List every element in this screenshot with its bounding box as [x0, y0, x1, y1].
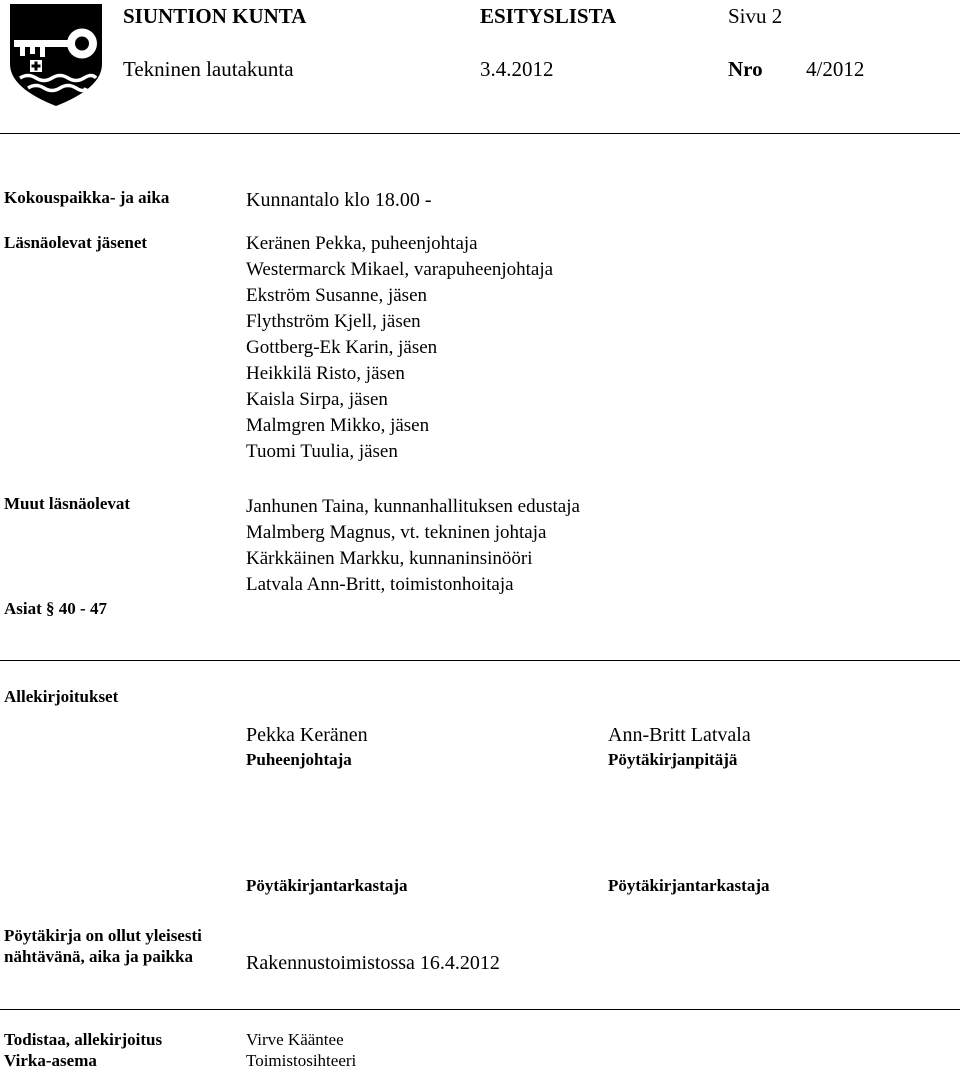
public-display-label-line1: Pöytäkirja on ollut yleisesti	[4, 926, 202, 945]
list-item: Kaisla Sirpa, jäsen	[246, 389, 388, 410]
chair-name: Pekka Keränen	[246, 724, 368, 746]
list-item: Kärkkäinen Markku, kunnaninsinööri	[246, 548, 533, 569]
public-display-value: Rakennustoimistossa 16.4.2012	[246, 952, 500, 974]
certification-label	[4, 1029, 162, 1071]
place-value: Kunnantalo klo 18.00 -	[246, 189, 432, 211]
section-divider	[0, 660, 960, 661]
list-item: Malmgren Mikko, jäsen	[246, 415, 430, 436]
others-label: Muut läsnäolevat	[4, 494, 131, 513]
public-display-label	[4, 925, 202, 967]
minutes-checker-2: Pöytäkirjantarkastaja	[608, 876, 770, 895]
certifier-title: Toimistosihteeri	[246, 1051, 357, 1070]
document-type: ESITYSLISTA	[480, 4, 617, 28]
members-list	[246, 231, 553, 465]
place-label: Kokouspaikka- ja aika	[4, 188, 170, 207]
certifier-name: Virve Kääntee	[246, 1030, 344, 1049]
list-item: Heikkilä Risto, jäsen	[246, 363, 405, 384]
list-item: Westermarck Mikael, varapuheenjohtaja	[246, 259, 554, 280]
secretary-name: Ann-Britt Latvala	[608, 724, 751, 746]
list-item: Latvala Ann-Britt, toimistonhoitaja	[246, 574, 514, 595]
nro-value: 4/2012	[806, 57, 865, 81]
chair-role: Puheenjohtaja	[246, 750, 352, 769]
meeting-date: 3.4.2012	[480, 57, 554, 81]
list-item: Tuomi Tuulia, jäsen	[246, 441, 398, 462]
list-item: Gottberg-Ek Karin, jäsen	[246, 337, 438, 358]
list-item: Keränen Pekka, puheenjohtaja	[246, 233, 478, 254]
board-name: Tekninen lautakunta	[123, 57, 294, 81]
certification-signer	[246, 1029, 356, 1071]
header-divider	[0, 133, 960, 134]
municipality-coat-of-arms-logo	[6, 2, 106, 108]
footer-divider	[0, 1009, 960, 1010]
secretary-role: Pöytäkirjanpitäjä	[608, 750, 738, 769]
page-number: Sivu 2	[728, 4, 783, 28]
others-list	[246, 494, 580, 598]
signatures-label: Allekirjoitukset	[4, 687, 119, 706]
certification-label-line1: Todistaa, allekirjoitus	[4, 1030, 163, 1049]
public-display-label-line2: nähtävänä, aika ja paikka	[4, 947, 193, 966]
municipality-name: SIUNTION KUNTA	[123, 4, 307, 28]
certification-label-line2: Virka-asema	[4, 1051, 97, 1070]
list-item: Malmberg Magnus, vt. tekninen johtaja	[246, 522, 547, 543]
minutes-checker-1: Pöytäkirjantarkastaja	[246, 876, 408, 895]
items-label: Asiat § 40 - 47	[4, 599, 107, 618]
members-label: Läsnäolevat jäsenet	[4, 233, 148, 252]
list-item: Flythström Kjell, jäsen	[246, 311, 421, 332]
list-item: Janhunen Taina, kunnanhallituksen edustaja	[246, 496, 580, 517]
list-item: Ekström Susanne, jäsen	[246, 285, 428, 306]
nro-label: Nro	[728, 57, 763, 81]
